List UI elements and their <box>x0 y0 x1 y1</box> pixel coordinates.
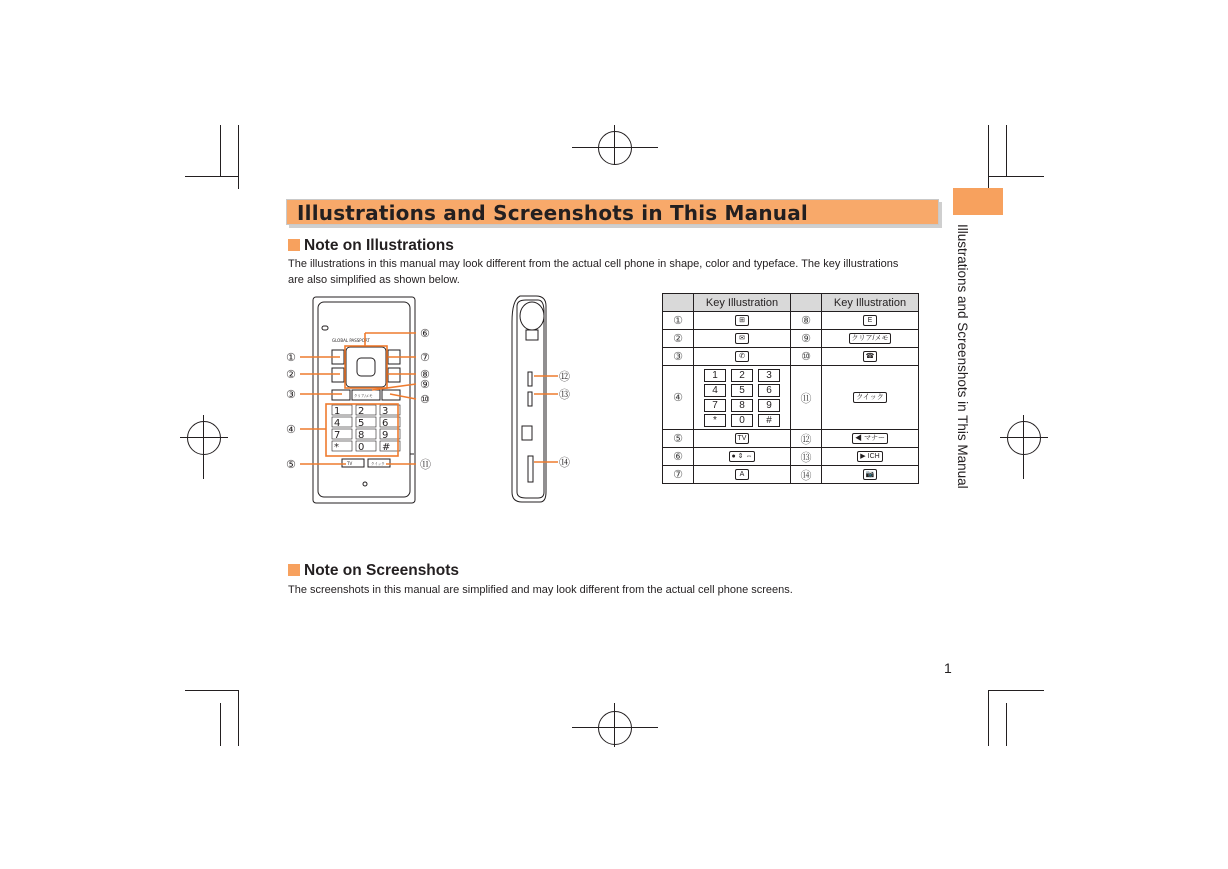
key-number: ⑪ <box>791 366 822 430</box>
numpad-key: 5 <box>731 384 753 397</box>
key-illustration-cell <box>822 448 919 466</box>
side-label: Illustrations and Screenshots in This Manual <box>955 224 970 489</box>
key-illustration-cell <box>694 348 791 366</box>
key-number: ⑦ <box>663 466 694 484</box>
key-icon: ✆ <box>735 351 749 362</box>
keypad-key-label: 8 <box>358 430 365 441</box>
keypad-key-label: 6 <box>382 418 389 429</box>
keypad-key-label: * <box>334 442 339 453</box>
key-icon: TV <box>735 433 750 444</box>
keypad-key-label: 1 <box>334 406 341 417</box>
keypad-key-label: 0 <box>358 442 365 453</box>
key-illustration-cell <box>694 366 791 430</box>
key-number: ⑬ <box>791 448 822 466</box>
table-row <box>663 430 919 448</box>
callout-number: ③ <box>286 388 296 401</box>
key-icon: クイック <box>853 392 887 403</box>
key-number: ② <box>663 330 694 348</box>
phone-front-illustration <box>280 292 450 514</box>
callout-number: ⑦ <box>420 351 430 364</box>
table-row <box>663 330 919 348</box>
callout-number: ⑨ <box>420 378 430 391</box>
key-number: ⑤ <box>663 430 694 448</box>
numpad-key: 6 <box>758 384 780 397</box>
table-row <box>663 448 919 466</box>
key-number: ⑥ <box>663 448 694 466</box>
key-icon: ☎ <box>863 351 878 362</box>
key-illustration-cell <box>822 430 919 448</box>
key-number: ⑫ <box>791 430 822 448</box>
numpad-key: # <box>758 414 780 427</box>
key-icon: ● ⇕ ⇔ <box>729 451 756 462</box>
numpad-keys <box>704 367 780 429</box>
table-row <box>663 312 919 330</box>
keypad-key-label: 4 <box>334 418 341 429</box>
callout-number: ⑤ <box>286 458 296 471</box>
key-number: ③ <box>663 348 694 366</box>
key-number: ① <box>663 312 694 330</box>
key-illustration-cell <box>694 430 791 448</box>
callout-number: ⑬ <box>559 388 570 401</box>
illustrations-heading: Note on Illustrations <box>288 237 454 255</box>
table-row <box>663 366 919 430</box>
keypad-key-label: # <box>382 442 391 453</box>
key-illustration-cell <box>822 330 919 348</box>
numpad-key: 0 <box>731 414 753 427</box>
key-icon: E <box>863 315 877 326</box>
table-row <box>663 348 919 366</box>
key-number: ⑧ <box>791 312 822 330</box>
key-number: ⑭ <box>791 466 822 484</box>
numpad-key: 8 <box>731 399 753 412</box>
page-title: Illustrations and Screenshots in This Manual <box>297 201 808 225</box>
callout-number: ② <box>286 368 296 381</box>
heading-square-icon <box>288 239 300 251</box>
keypad-key-label: 9 <box>382 430 389 441</box>
callout-number: ④ <box>286 423 296 436</box>
numpad-key: 2 <box>731 369 753 382</box>
key-number: ④ <box>663 366 694 430</box>
keypad-key-label: 5 <box>358 418 365 429</box>
table-header-row <box>663 294 919 312</box>
callout-number: ⑫ <box>559 370 570 383</box>
keypad-key-label: 3 <box>382 406 389 417</box>
key-number: ⑨ <box>791 330 822 348</box>
key-icon: A <box>735 469 749 480</box>
page-number: 1 <box>944 660 952 676</box>
key-icon: クリア/メモ <box>849 333 892 344</box>
keypad-key-label: 7 <box>334 430 341 441</box>
numpad-key: 7 <box>704 399 726 412</box>
key-icon: ▶ ICH <box>857 451 882 462</box>
key-illustration-cell <box>822 366 919 430</box>
side-tab-marker <box>953 188 1003 215</box>
key-icon: 📷 <box>863 469 878 480</box>
callout-number: ⑭ <box>559 456 570 469</box>
illustrations-body: The illustrations in this manual may look different from the actual cell phone in shape, color and typeface. The key illustrations are also simplified as shown below. <box>288 258 899 286</box>
numpad-key: 9 <box>758 399 780 412</box>
table-row <box>663 466 919 484</box>
key-number: ⑩ <box>791 348 822 366</box>
callout-number: ⑧ <box>420 368 430 381</box>
clear-label: クリア/メモ <box>354 394 373 398</box>
screenshots-body: The screenshots in this manual are simplified and may look different from the actual cell phone screens. <box>288 584 793 596</box>
table-header: Key Illustration <box>822 294 919 312</box>
key-icon: ⊞ <box>735 315 749 326</box>
key-illustration-cell <box>822 466 919 484</box>
key-illustration-cell <box>822 348 919 366</box>
numpad-key: * <box>704 414 726 427</box>
key-illustration-cell <box>694 312 791 330</box>
key-icon: ◀ マナー <box>852 433 888 444</box>
key-icon: ✉ <box>735 333 749 344</box>
soft-right-label: クイック <box>371 462 385 466</box>
soft-left-label: TV <box>347 461 353 466</box>
phone-side-illustration <box>500 292 570 514</box>
page-title-bar <box>286 199 939 225</box>
brand-label: GLOBAL PASSPORT <box>332 338 370 343</box>
callout-number: ⑪ <box>420 458 431 471</box>
key-illustration-cell <box>694 330 791 348</box>
key-illustration-cell <box>822 312 919 330</box>
callout-number: ① <box>286 351 296 364</box>
callout-number: ⑩ <box>420 393 430 406</box>
heading-square-icon <box>288 564 300 576</box>
numpad-key: 1 <box>704 369 726 382</box>
numpad-key: 3 <box>758 369 780 382</box>
key-illustration-cell <box>694 466 791 484</box>
screenshots-heading: Note on Screenshots <box>288 562 459 580</box>
key-illustration-cell <box>694 448 791 466</box>
keypad-key-label: 2 <box>358 406 365 417</box>
table-header: Key Illustration <box>694 294 791 312</box>
callout-number: ⑥ <box>420 327 430 340</box>
numpad-key: 4 <box>704 384 726 397</box>
key-illustration-table <box>662 293 919 484</box>
